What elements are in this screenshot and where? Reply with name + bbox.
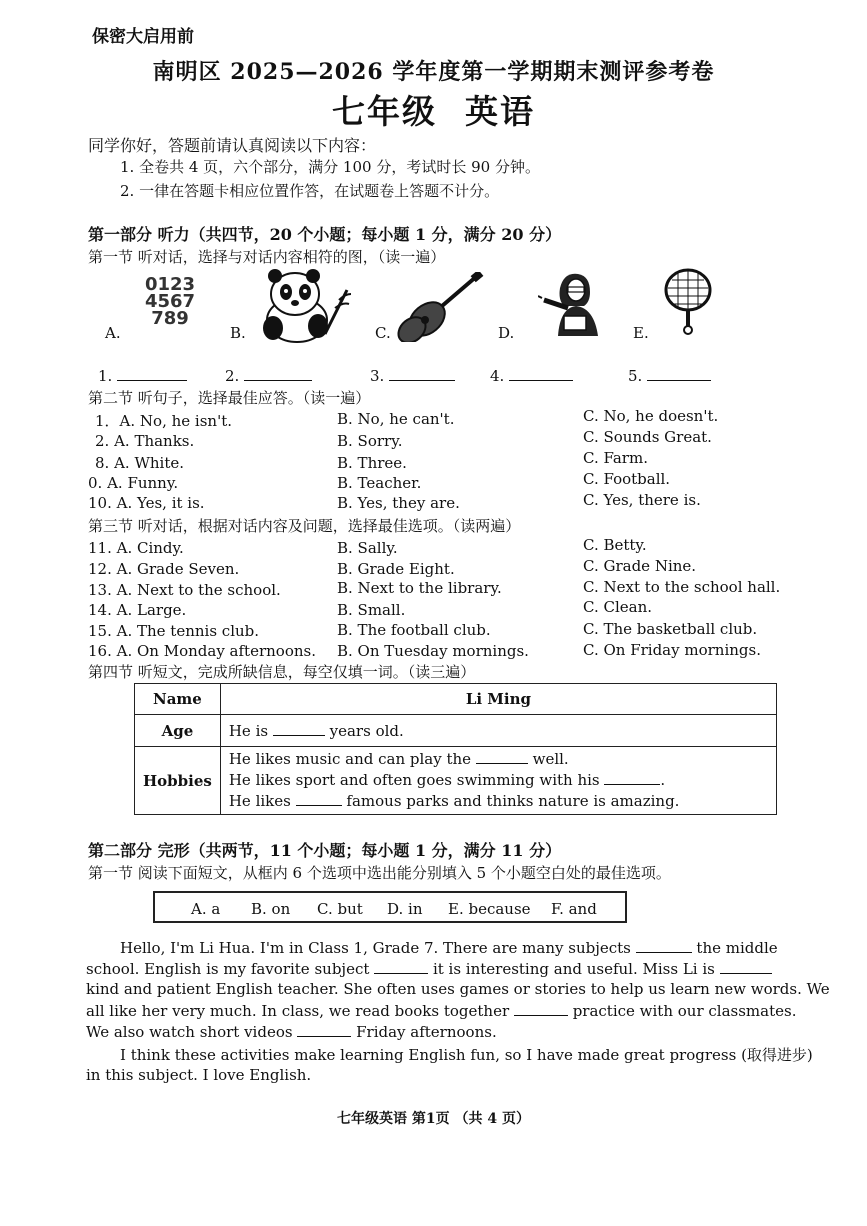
- hobby-blank[interactable]: [476, 749, 528, 764]
- picture-letter-b: B.: [230, 324, 246, 342]
- passage-text: Friday afternoons.: [356, 1023, 497, 1041]
- subject-label: 英语: [465, 92, 535, 131]
- tennis-racket-icon: [658, 268, 718, 336]
- question-option-a: 1．A. No, he isn't.: [95, 412, 232, 430]
- blank-line[interactable]: [389, 366, 455, 381]
- answer-blank-2: [225, 366, 312, 385]
- panda-icon: [255, 268, 355, 343]
- name-label: Name: [135, 684, 221, 715]
- question-option-a: 16. A. On Monday afternoons.: [88, 642, 316, 660]
- guitar-icon: [395, 272, 485, 342]
- picture-letter-d: D.: [498, 324, 515, 342]
- exam-title: 南明区 2025—2026 学年度第一学期期末测评参考卷: [152, 59, 715, 85]
- passage-line-5: [86, 1022, 497, 1041]
- part2-section1-heading: 第一节 阅读下面短文，从框内 6 个选项中选出能分别填入 5 个小题空白处的最佳选项。: [88, 864, 671, 882]
- question-option-b: B. Sorry.: [337, 432, 403, 450]
- question-option-a: 11. A. Cindy.: [88, 539, 184, 557]
- passage-line-1: [120, 938, 778, 957]
- digits-row: 0123: [144, 274, 196, 295]
- question-option-b: B. Small.: [337, 601, 406, 619]
- question-option-b: B. Grade Eight.: [337, 560, 455, 578]
- digits-row: 789: [151, 308, 189, 329]
- question-option-c: C. The basketball club.: [583, 620, 758, 638]
- section4-heading: 第四节 听短文，完成所缺信息，每空仅填一词。（读三遍）: [88, 663, 476, 681]
- option-c: C. but: [317, 900, 363, 918]
- hobby-text: well.: [532, 750, 569, 768]
- question-option-b: B. The football club.: [337, 621, 491, 639]
- blank-line[interactable]: [647, 366, 711, 381]
- age-text-before: He is: [228, 722, 269, 740]
- answer-blank-3: [370, 366, 455, 385]
- passage-text: We also watch short videos: [86, 1023, 293, 1041]
- option-e: E. because: [448, 900, 531, 918]
- question-option-a: 15. A. The tennis club.: [88, 622, 260, 640]
- question-option-a: 8. A. White.: [95, 454, 184, 472]
- hobby-blank[interactable]: [296, 791, 342, 806]
- question-option-c: C. No, he doesn't.: [583, 407, 719, 425]
- cloze-blank[interactable]: [514, 1001, 568, 1016]
- notice-item-2: 2. 一律在答题卡相应位置作答，在试题卷上答题不计分。: [120, 182, 500, 200]
- answer-blank-4: [490, 366, 573, 385]
- blank-line[interactable]: [509, 366, 573, 381]
- hobbies-cell: [220, 747, 776, 815]
- age-blank[interactable]: [273, 721, 325, 736]
- picture-letter-c: C.: [375, 324, 391, 342]
- question-option-a: 0. A. Funny.: [88, 474, 179, 492]
- question-option-b: B. Next to the library.: [337, 579, 502, 597]
- passage-line-6: I think these activities make learning English fun, so I have made great progress (取得进步): [120, 1046, 813, 1064]
- notice-item-1: 1. 全卷共 4 页，六个部分，满分 100 分，考试时长 90 分钟。: [120, 158, 540, 176]
- age-label: Age: [135, 715, 221, 747]
- section1-heading: 第一节 听对话，选择与对话内容相符的图，（读一遍）: [88, 248, 446, 266]
- cloze-blank[interactable]: [297, 1022, 351, 1037]
- page-footer: 七年级英语 第1页 （共 4 页）: [337, 1111, 530, 1127]
- question-option-b: B. Sally.: [337, 539, 398, 557]
- cloze-blank[interactable]: [720, 959, 772, 974]
- blank-line[interactable]: [244, 366, 312, 381]
- hobby-line: [229, 770, 768, 791]
- passage-text: the middle: [696, 939, 778, 957]
- hobby-text: .: [660, 771, 666, 789]
- age-text-after: years old.: [329, 722, 404, 740]
- question-option-c: C. Sounds Great.: [583, 428, 712, 446]
- passage-line-3: kind and patient English teacher. She often uses games or stories to help us learn new words. We: [86, 980, 830, 998]
- hobby-text: famous parks and thinks nature is amazing.: [346, 792, 680, 810]
- answer-number: 2.: [225, 367, 240, 385]
- exam-subtitle: [0, 86, 867, 133]
- answer-blank-5: [628, 366, 711, 385]
- passage-text: school. English is my favorite subject: [86, 960, 370, 978]
- digits-row: 4567: [144, 291, 196, 312]
- question-option-b: B. No, he can't.: [337, 410, 455, 428]
- hobby-line: [229, 791, 768, 812]
- passage-text: practice with our classmates.: [572, 1002, 797, 1020]
- hobby-blank[interactable]: [604, 770, 660, 785]
- question-option-c: C. Football.: [583, 470, 671, 488]
- passage-line-4: [86, 1001, 796, 1020]
- answer-number: 5.: [628, 367, 643, 385]
- question-option-b: B. Yes, they are.: [337, 494, 460, 512]
- options-box: [153, 891, 627, 923]
- question-option-c: C. Farm.: [583, 449, 648, 467]
- age-row: [220, 715, 776, 747]
- passage-text: all like her very much. In class, we read books together: [86, 1002, 510, 1020]
- passage-text: Hello, I'm Li Hua. I'm in Class 1, Grade 7. There are many subjects: [120, 939, 631, 957]
- question-option-b: B. Teacher.: [337, 474, 422, 492]
- passage-text: it is interesting and useful. Miss Li is: [432, 960, 715, 978]
- question-option-c: C. On Friday mornings.: [583, 641, 761, 659]
- passage-line-7: in this subject. I love English.: [86, 1066, 312, 1084]
- section2-heading: 第二节 听句子，选择最佳应答。（读一遍）: [88, 389, 371, 407]
- option-a: A. a: [191, 900, 221, 918]
- hobby-text: He likes sport and often goes swimming with his: [228, 771, 600, 789]
- option-f: F. and: [551, 900, 597, 918]
- answer-number: 4.: [490, 367, 505, 385]
- teacher-icon: [538, 270, 608, 338]
- cloze-blank[interactable]: [636, 938, 692, 953]
- answer-number: 3.: [370, 367, 385, 385]
- question-option-b: B. On Tuesday mornings.: [337, 642, 529, 660]
- listening-info-table: [134, 683, 777, 815]
- option-b: B. on: [251, 900, 291, 918]
- notice-intro: 同学你好，答题前请认真阅读以下内容：: [88, 136, 377, 155]
- picture-letter-e: E.: [633, 324, 649, 342]
- question-option-c: C. Next to the school hall.: [583, 578, 781, 596]
- blank-line[interactable]: [117, 366, 187, 381]
- option-d: D. in: [387, 900, 423, 918]
- question-option-a: 13. A. Next to the school.: [88, 581, 281, 599]
- section3-heading: 第三节 听对话，根据对话内容及问题，选择最佳选项。（读两遍）: [88, 517, 521, 535]
- hobbies-label: Hobbies: [135, 747, 221, 815]
- picture-letter-a: A.: [105, 324, 121, 342]
- digits-picture: [130, 276, 210, 327]
- question-option-a: 14. A. Large.: [88, 601, 187, 619]
- answer-blank-1: [98, 366, 187, 385]
- grade-label: 七年级: [332, 92, 437, 131]
- hobby-text: He likes music and can play the: [228, 750, 472, 768]
- question-option-c: C. Clean.: [583, 598, 653, 616]
- hobby-line: [229, 749, 768, 770]
- question-option-c: C. Grade Nine.: [583, 557, 697, 575]
- question-option-a: 10. A. Yes, it is.: [88, 494, 205, 512]
- question-option-c: C. Yes, there is.: [583, 491, 701, 509]
- question-option-c: C. Betty.: [583, 536, 647, 554]
- name-value: Li Ming: [220, 684, 776, 715]
- passage-line-2: [86, 959, 772, 978]
- hobby-text: He likes: [228, 792, 291, 810]
- part1-heading: 第一部分 听力（共四节，20 个小题；每小题 1 分，满分 20 分）: [88, 225, 562, 244]
- part2-heading: 第二部分 完形（共两节，11 个小题；每小题 1 分，满分 11 分）: [88, 841, 562, 860]
- question-option-a: 2. A. Thanks.: [95, 432, 195, 450]
- answer-number: 1.: [98, 367, 113, 385]
- confidential-mark: 保密大启用前: [92, 27, 194, 47]
- question-option-b: B. Three.: [337, 454, 407, 472]
- cloze-blank[interactable]: [374, 959, 428, 974]
- question-option-a: 12. A. Grade Seven.: [88, 560, 240, 578]
